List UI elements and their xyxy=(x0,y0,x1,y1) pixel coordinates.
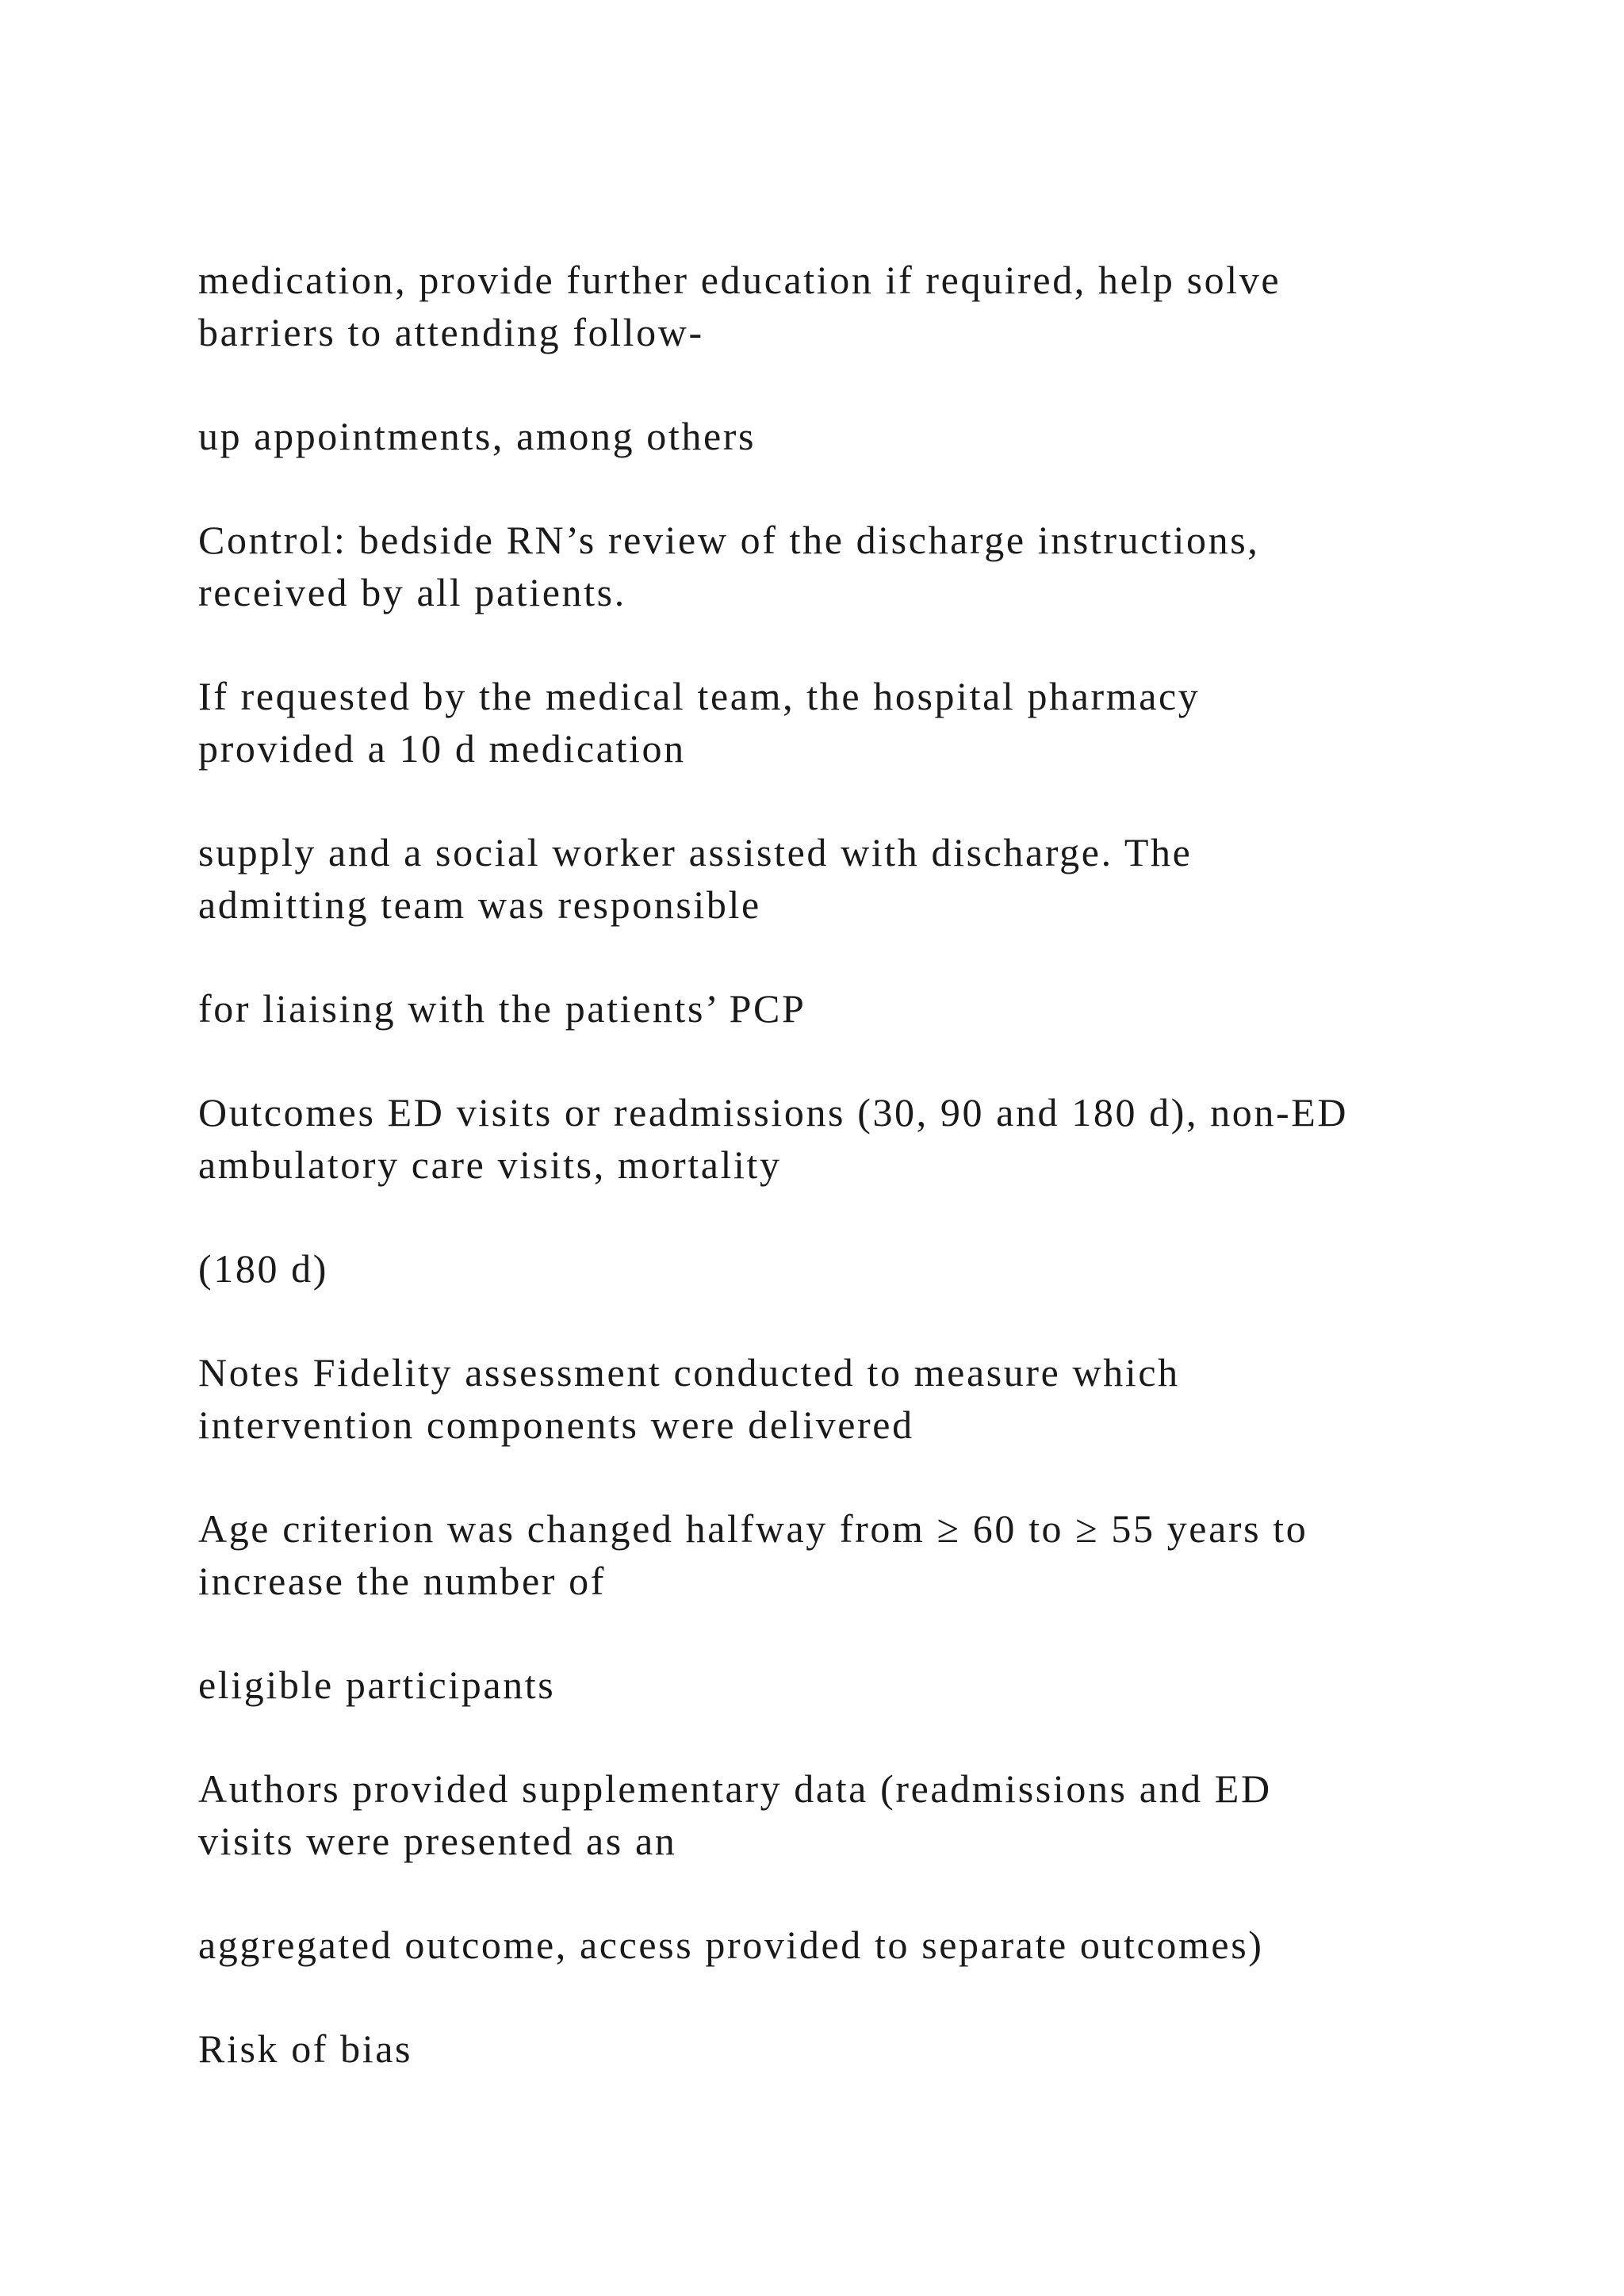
text-line: eligible participants xyxy=(198,1663,556,1707)
paragraph-13 xyxy=(198,1919,1546,1971)
text-line: provided a 10 d medication xyxy=(198,726,686,771)
text-line: Age criterion was changed halfway from ≥ 60 to ≥ 55 years to xyxy=(198,1506,1308,1551)
paragraph-2 xyxy=(198,410,1546,462)
paragraph-4 xyxy=(198,670,1546,775)
paragraph-11 xyxy=(198,1659,1546,1711)
paragraph-7 xyxy=(198,1086,1546,1191)
text-line: Control: bedside RN’s review of the discharge instructions, xyxy=(198,518,1260,562)
text-line: Outcomes ED visits or readmissions (30, 90 and 180 d), non-ED xyxy=(198,1090,1349,1135)
text-line: aggregated outcome, access provided to separate outcomes) xyxy=(198,1923,1264,1967)
text-line: visits were presented as an xyxy=(198,1819,677,1863)
paragraph-10 xyxy=(198,1502,1546,1607)
text-line: Authors provided supplementary data (readmissions and ED xyxy=(198,1766,1272,1811)
paragraph-3 xyxy=(198,514,1546,618)
text-line: ambulatory care visits, mortality xyxy=(198,1142,782,1187)
paragraph-8 xyxy=(198,1242,1546,1295)
text-line: Notes Fidelity assessment conducted to measure which xyxy=(198,1350,1180,1395)
text-line: (180 d) xyxy=(198,1246,329,1291)
text-line: up appointments, among others xyxy=(198,414,756,458)
text-line: If requested by the medical team, the hospital pharmacy xyxy=(198,674,1201,718)
text-line: supply and a social worker assisted with discharge. The xyxy=(198,830,1193,874)
paragraph-12 xyxy=(198,1762,1546,1867)
text-line: for liaising with the patients’ PCP xyxy=(198,986,806,1031)
paragraph-6 xyxy=(198,982,1546,1035)
text-line: received by all patients. xyxy=(198,570,626,614)
paragraph-1 xyxy=(198,254,1546,358)
paragraph-5 xyxy=(198,826,1546,931)
text-line: increase the number of xyxy=(198,1559,606,1603)
text-line: admitting team was responsible xyxy=(198,882,761,927)
paragraph-14 xyxy=(198,2022,1546,2075)
text-line: intervention components were delivered xyxy=(198,1402,914,1447)
text-line: medication, provide further education if required, help solve xyxy=(198,258,1281,302)
section-heading: Risk of bias xyxy=(198,2026,413,2071)
text-line: barriers to attending follow- xyxy=(198,310,704,354)
paragraph-9 xyxy=(198,1346,1546,1451)
